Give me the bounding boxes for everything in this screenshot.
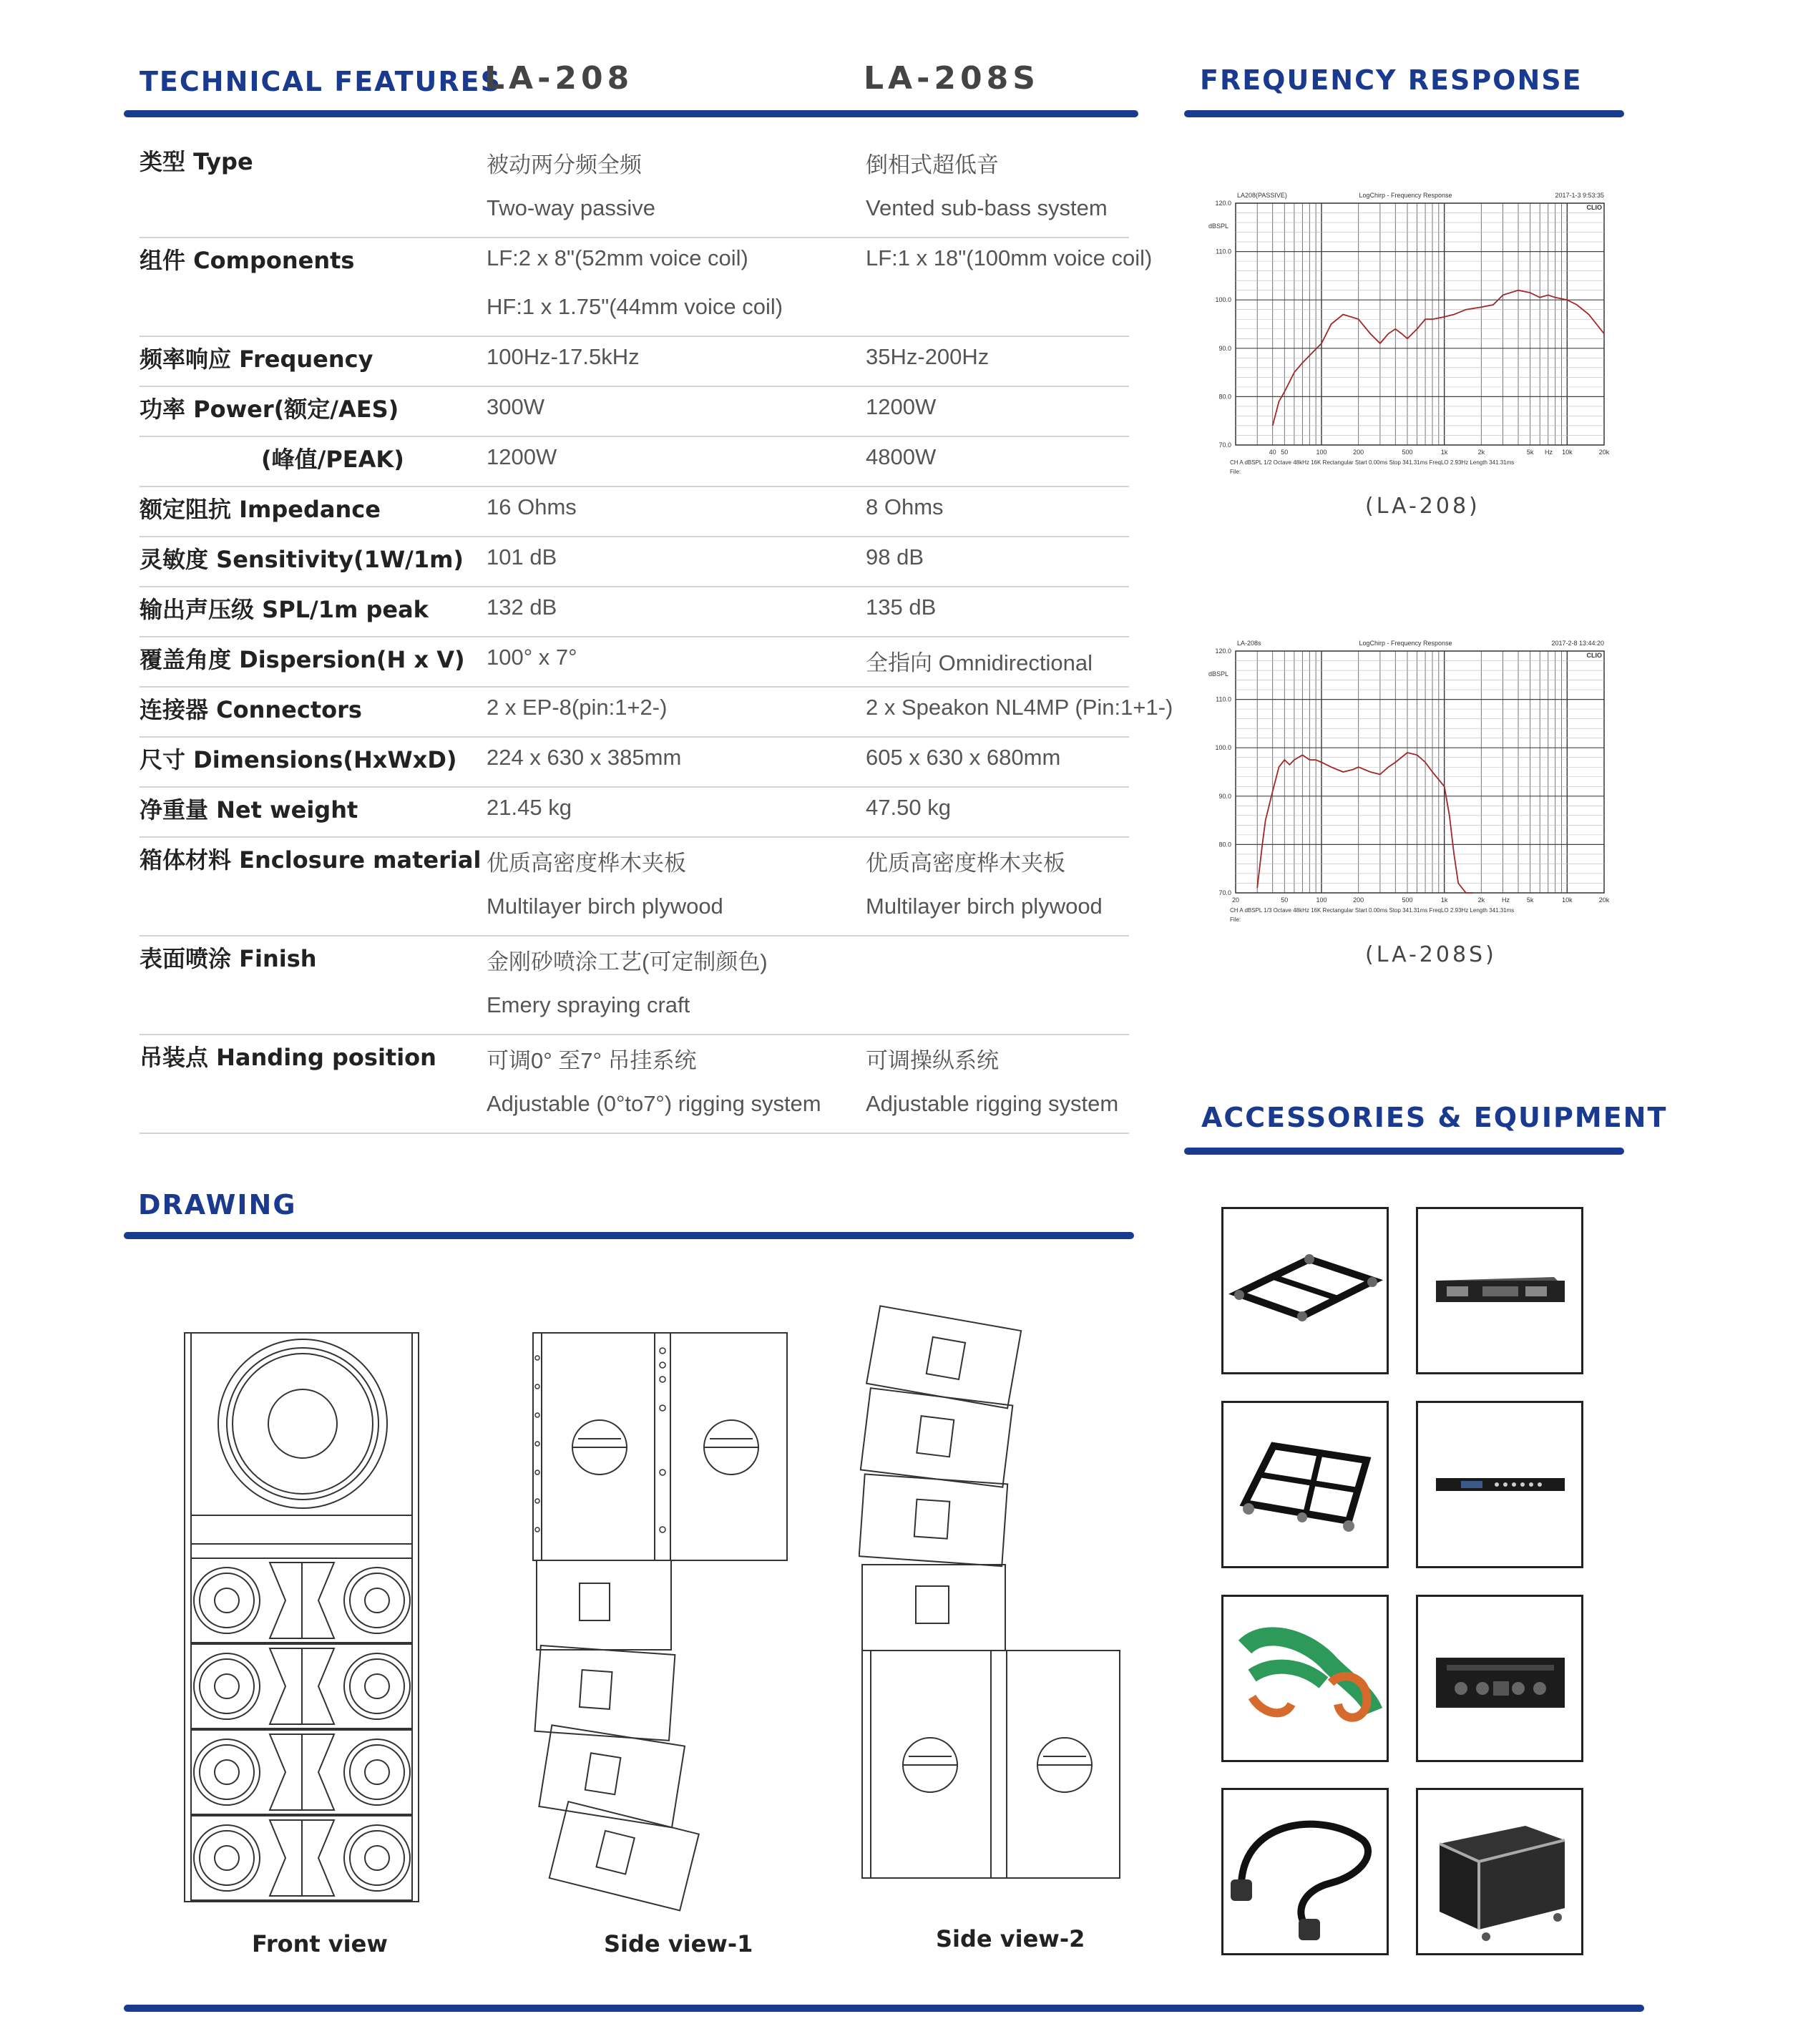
accessories-rule xyxy=(1184,1148,1624,1155)
chart-footer-file: File: xyxy=(1230,916,1241,923)
y-axis-label: dBSPL xyxy=(1208,223,1229,230)
spec-label: 表面喷涂 Finish xyxy=(140,945,317,972)
x-tick-label: 50 xyxy=(1281,449,1289,456)
spec-value-la-208s: 98 dB xyxy=(866,544,924,569)
technical-features-title: TECHNICAL FEATURES xyxy=(140,66,502,97)
spec-value-la-208s: 4800W xyxy=(866,444,937,469)
accessory-power-amplifier xyxy=(1416,1207,1583,1374)
spec-value-la-208: 1200W xyxy=(487,444,557,469)
spec-value-la-208s: 1200W xyxy=(866,394,937,419)
accessory-amplifier-rack xyxy=(1416,1595,1583,1762)
spec-label: 类型 Type xyxy=(140,148,253,175)
spec-label: 频率响应 Frequency xyxy=(140,346,373,373)
x-tick-label: 100 xyxy=(1316,896,1327,904)
spec-table xyxy=(140,140,1173,1134)
x-tick-label: 2k xyxy=(1477,896,1485,904)
chart-footer-file: File: xyxy=(1230,469,1241,475)
spec-value-la-208: 100Hz-17.5kHz xyxy=(487,344,640,369)
spec-value-la-208: 优质高密度桦木夹板 xyxy=(487,851,686,876)
spec-value-la-208: 2 x EP-8(pin:1+2-) xyxy=(487,695,668,720)
spec-row xyxy=(140,688,1173,738)
y-tick-label: 100.0 xyxy=(1215,296,1231,304)
accessory-lifting-sling xyxy=(1221,1595,1389,1762)
spec-row xyxy=(140,437,1129,487)
chart-footer: CH A dBSPL 1/3 Octave 48kHz 16K Rectangular Start 0.00ms Stop 341.31ms FreqLO 2.93Hz Length 341.31ms xyxy=(1230,907,1515,914)
x-tick-label: 10k xyxy=(1562,896,1573,904)
chart-frame xyxy=(1236,651,1604,893)
side-view-1-caption: Side view-1 xyxy=(604,1930,753,1957)
chart-brand: CLIO xyxy=(1586,204,1602,211)
x-tick-label: 50 xyxy=(1281,896,1289,904)
drawing-title: DRAWING xyxy=(138,1189,297,1221)
spec-row xyxy=(140,788,1129,838)
drawing-rule xyxy=(124,1232,1134,1239)
x-tick-label: 500 xyxy=(1402,896,1413,904)
chart-frame xyxy=(1236,203,1604,445)
spec-value-la-208s: Multilayer birch plywood xyxy=(866,894,1103,919)
spec-label: 净重量 Net weight xyxy=(140,796,358,823)
chart-caption-la-208s: (LA-208S) xyxy=(1365,942,1497,967)
footer-rule xyxy=(124,2005,1644,2012)
x-tick-label: 5k xyxy=(1526,896,1534,904)
y-tick-label: 90.0 xyxy=(1218,792,1231,800)
spec-value-la-208: Two-way passive xyxy=(487,195,656,220)
spec-value-la-208s: 605 x 630 x 680mm xyxy=(866,745,1061,770)
spec-value-la-208s: 可调操纵系统 xyxy=(866,1048,999,1073)
x-tick-label: 20k xyxy=(1598,449,1610,456)
spec-value-la-208: Multilayer birch plywood xyxy=(487,894,723,919)
frequency-response-chart-la-208s xyxy=(1198,635,1617,936)
y-axis-label: dBSPL xyxy=(1208,670,1229,678)
x-tick-label: 20 xyxy=(1231,896,1240,904)
spec-value-la-208: LF:2 x 8"(52mm voice coil) xyxy=(487,245,748,270)
spec-value-la-208s: LF:1 x 18"(100mm voice coil) xyxy=(866,245,1153,270)
accessory-multicore-cable xyxy=(1221,1788,1389,1955)
spec-row xyxy=(140,738,1129,788)
spec-label: 吊装点 Handing position xyxy=(140,1044,436,1071)
x-tick-label: 5k xyxy=(1526,449,1534,456)
accessory-digital-processor xyxy=(1416,1401,1583,1568)
spec-value-la-208: 被动两分频全频 xyxy=(487,152,642,177)
x-tick-label: 200 xyxy=(1353,896,1364,904)
chart-brand: CLIO xyxy=(1586,652,1602,659)
spec-label: 输出声压级 SPL/1m peak xyxy=(140,596,429,623)
y-tick-label: 120.0 xyxy=(1215,200,1231,207)
chart-footer: CH A dBSPL 1/2 Octave 48kHz 16K Rectangular Start 0.00ms Stop 341.31ms FreqLO 2.93Hz Length 341.31ms xyxy=(1230,459,1515,466)
y-tick-label: 70.0 xyxy=(1218,441,1231,449)
x-tick-label: Hz xyxy=(1501,896,1510,904)
x-tick-label: 2k xyxy=(1477,449,1485,456)
spec-label: 箱体材料 Enclosure material xyxy=(140,846,482,874)
frequency-response-chart-la-208 xyxy=(1198,187,1617,488)
side-view-2-drawing xyxy=(859,1296,1130,1887)
x-tick-label: 500 xyxy=(1402,449,1413,456)
spec-value-la-208: 100° x 7° xyxy=(487,645,577,670)
frequency-response-title: FREQUENCY RESPONSE xyxy=(1200,64,1583,96)
x-tick-label: 10k xyxy=(1562,449,1573,456)
spec-value-la-208s: 2 x Speakon NL4MP (Pin:1+1-) xyxy=(866,695,1173,720)
technical-features-rule xyxy=(124,110,1138,117)
y-tick-label: 100.0 xyxy=(1215,744,1231,752)
spec-value-la-208: Adjustable (0°to7°) rigging system xyxy=(487,1091,821,1116)
chart-header-right: 2017-2-8 13:44:20 xyxy=(1551,640,1604,647)
spec-value-la-208s: 135 dB xyxy=(866,595,937,620)
spec-value-la-208: 16 Ohms xyxy=(487,494,577,519)
spec-label: 覆盖角度 Dispersion(H x V) xyxy=(140,646,465,673)
spec-row xyxy=(140,387,1129,437)
spec-row xyxy=(140,537,1129,587)
spec-value-la-208: 101 dB xyxy=(487,544,557,569)
spec-value-la-208s: Adjustable rigging system xyxy=(866,1091,1119,1116)
spec-label: 尺寸 Dimensions(HxWxD) xyxy=(140,746,457,773)
side-view-2-caption: Side view-2 xyxy=(936,1925,1085,1952)
front-view-caption: Front view xyxy=(252,1930,388,1957)
y-tick-label: 110.0 xyxy=(1216,695,1231,703)
frequency-response-rule xyxy=(1184,110,1624,117)
x-tick-label: 100 xyxy=(1316,449,1327,456)
spec-value-la-208s: 8 Ohms xyxy=(866,494,944,519)
frequency-response-curve xyxy=(1257,753,1472,893)
spec-row xyxy=(140,838,1129,937)
spec-value-la-208s: 35Hz-200Hz xyxy=(866,344,990,369)
y-tick-label: 90.0 xyxy=(1218,344,1231,352)
spec-value-la-208: Emery spraying craft xyxy=(487,992,690,1017)
spec-row xyxy=(140,238,1153,337)
chart-caption-la-208: (LA-208) xyxy=(1365,494,1480,519)
x-tick-label: Hz xyxy=(1544,449,1553,456)
spec-value-la-208s: 优质高密度桦木夹板 xyxy=(866,851,1065,876)
spec-label: 组件 Components xyxy=(140,247,355,274)
y-tick-label: 80.0 xyxy=(1218,393,1231,401)
spec-value-la-208: 金刚砂喷涂工艺(可定制颜色) xyxy=(487,949,768,974)
chart-header-center: LogChirp - Frequency Response xyxy=(1359,192,1452,199)
y-tick-label: 120.0 xyxy=(1215,647,1231,655)
spec-value-la-208s: 全指向 Omnidirectional xyxy=(866,650,1093,675)
chart-header-center: LogChirp - Frequency Response xyxy=(1359,640,1452,647)
spec-value-la-208: 可调0° 至7° 吊挂系统 xyxy=(487,1048,697,1073)
spec-row xyxy=(140,487,1129,537)
spec-value-la-208s: 倒相式超低音 xyxy=(866,152,999,177)
spec-value-la-208: 224 x 630 x 385mm xyxy=(487,745,682,770)
x-tick-label: 1k xyxy=(1440,896,1448,904)
side-view-1-drawing xyxy=(529,1329,794,1916)
y-tick-label: 80.0 xyxy=(1218,841,1231,849)
spec-row xyxy=(140,140,1129,238)
spec-row xyxy=(140,937,1129,1035)
accessory-fly-bar-frame xyxy=(1221,1207,1389,1374)
y-tick-label: 110.0 xyxy=(1216,248,1231,255)
spec-value-la-208s: Vented sub-bass system xyxy=(866,195,1108,220)
spec-row xyxy=(140,1035,1129,1134)
x-tick-label: 20k xyxy=(1598,896,1610,904)
spec-value-la-208: 300W xyxy=(487,394,544,419)
spec-label: (峰值/PEAK) xyxy=(261,446,404,473)
model-a-title: LA-208 xyxy=(484,60,634,97)
accessory-ground-stack-frame xyxy=(1221,1401,1389,1568)
chart-header-left: LA208(PASSIVE) xyxy=(1237,192,1287,199)
x-tick-label: 200 xyxy=(1353,449,1364,456)
spec-label: 功率 Power(额定/AES) xyxy=(140,396,399,423)
spec-value-la-208: HF:1 x 1.75"(44mm voice coil) xyxy=(487,294,783,319)
spec-value-la-208s: 47.50 kg xyxy=(866,795,951,820)
spec-row xyxy=(140,637,1129,688)
y-tick-label: 70.0 xyxy=(1218,889,1231,896)
spec-row xyxy=(140,587,1129,637)
spec-value-la-208: 21.45 kg xyxy=(487,795,572,820)
chart-header-right: 2017-1-3 9:53:35 xyxy=(1555,192,1604,199)
model-b-title: LA-208S xyxy=(864,60,1040,97)
x-tick-label: 1k xyxy=(1440,449,1448,456)
spec-row xyxy=(140,337,1129,387)
x-tick-label: 40 xyxy=(1269,449,1276,456)
spec-value-la-208: 132 dB xyxy=(487,595,557,620)
spec-label: 额定阻抗 Impedance xyxy=(140,496,381,523)
accessories-title: ACCESSORIES & EQUIPMENT xyxy=(1201,1102,1668,1133)
chart-header-left: LA-208s xyxy=(1237,640,1261,647)
accessory-flight-case xyxy=(1416,1788,1583,1955)
spec-label: 连接器 Connectors xyxy=(140,696,362,723)
front-view-drawing xyxy=(182,1331,422,1907)
spec-label: 灵敏度 Sensitivity(1W/1m) xyxy=(140,546,464,573)
